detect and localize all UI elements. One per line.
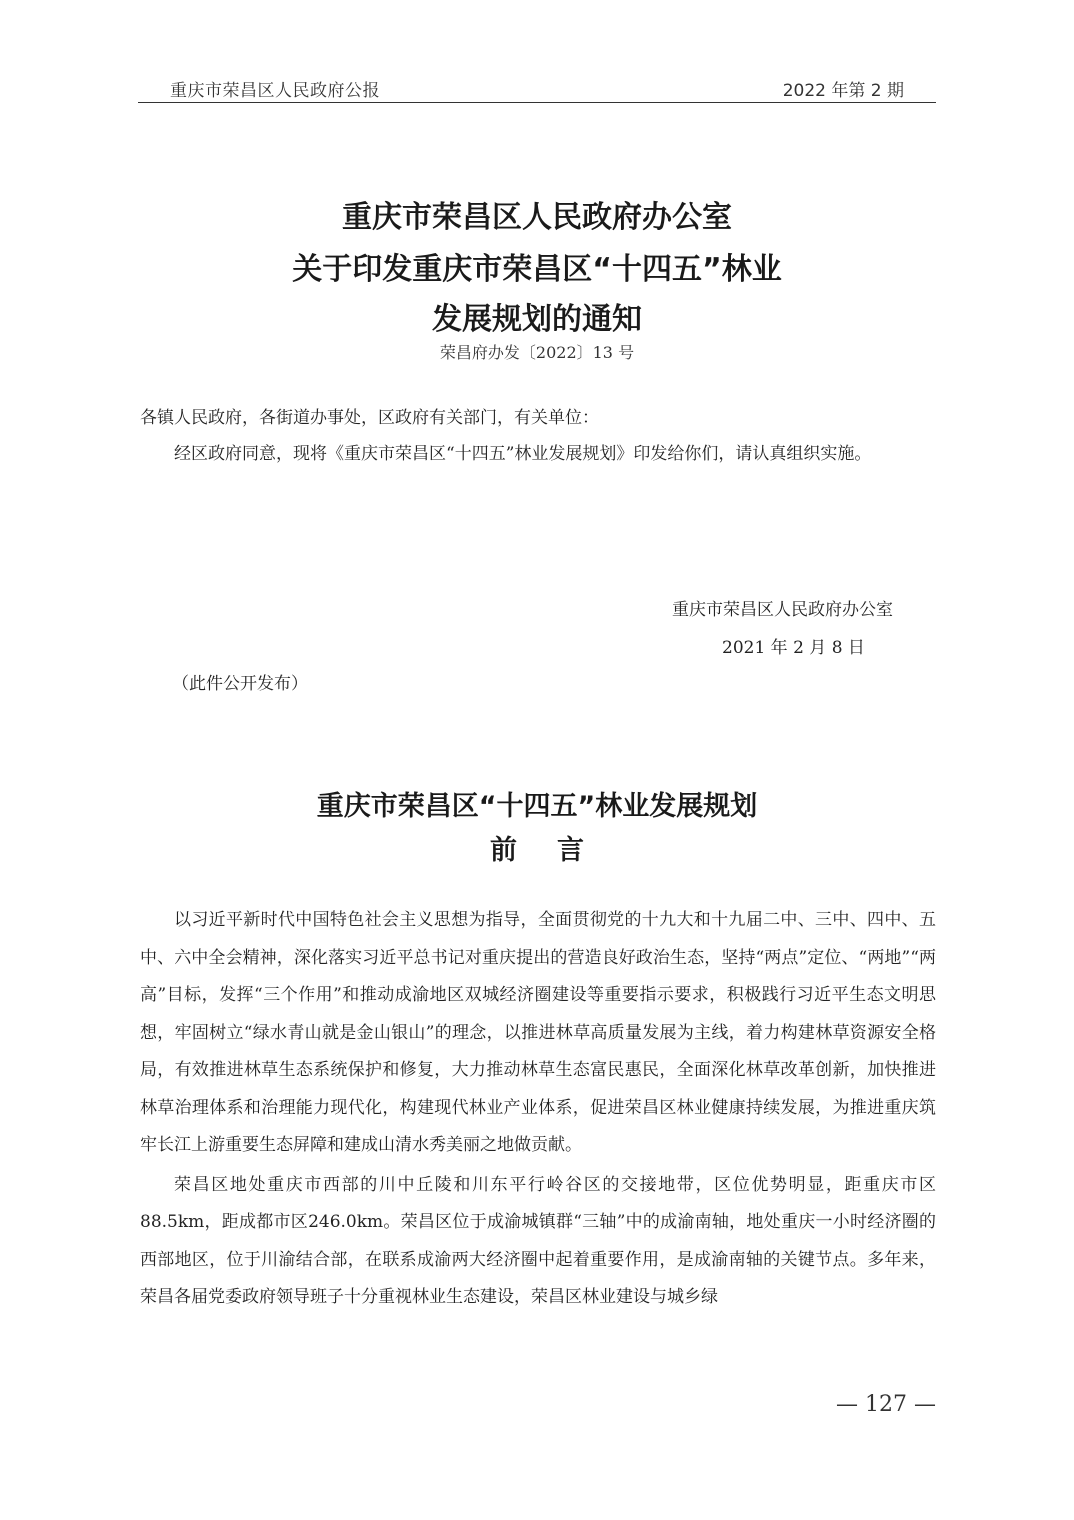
notice-title-line3: 发展规划的通知 — [432, 302, 642, 337]
publication-name: 重庆市荣昌区人民政府公报 — [170, 81, 380, 101]
page-number: — 127 — — [836, 1392, 936, 1417]
issue-number: 2022 年第 2 期 — [782, 81, 904, 101]
signature-date: 2021 年 2 月 8 日 — [722, 638, 865, 658]
notice-title-line2: 关于印发重庆市荣昌区“十四五”林业 — [292, 252, 782, 287]
signature-organization: 重庆市荣昌区人民政府办公室 — [672, 600, 893, 620]
public-release-note: （此件公开发布） — [172, 674, 308, 694]
preface-paragraph-1: 以习近平新时代中国特色社会主义思想为指导，全面贯彻党的十九大和十九届二中、三中、四中、五中、六中全会精神，深化落实习近平总书记对重庆提出的营造良好政治生态，坚持“两点”定位、“两地”“两高”目标，发挥“三个作用”和推动成渝地区双城经济圈建设等重要指示要求，积极践行习近平生态文明思想，牢固树立“绿水青山就是金山银山”的理念，以推进林草高质量发展为主线，着力构建林草资源安全格局，有效推进林草生态系统保护和修复，大力推动林草生态富民惠民，全面深化林草改革创新，加快推进林草治理体系和治理能力现代化，构建现代林业产业体系，促进荣昌区林业健康持续发展，为推进重庆筑牢长江上游重要生态屏障和建成山清水秀美丽之地做贡献。 — [140, 910, 936, 1155]
page-header — [138, 76, 936, 103]
plan-title: 重庆市荣昌区“十四五”林业发展规划 — [316, 791, 758, 822]
document-number: 荣昌府办发〔2022〕13 号 — [439, 343, 635, 362]
preface-body — [140, 902, 936, 1319]
preface-heading: 前言 — [490, 835, 624, 866]
preface-paragraph-2: 荣昌区地处重庆市西部的川中丘陵和川东平行岭谷区的交接地带，区位优势明显，距重庆市区88.5km，距成都市区246.0km。荣昌区位于成渝城镇群“三轴”中的成渝南轴，地处重庆一小时经济圈的西部地区，位于川渝结合部，在联系成渝两大经济圈中起着重要作用，是成渝南轴的关键节点。多年来，荣昌各届党委政府领导班子十分重视林业生态建设，荣昌区林业建设与城乡绿 — [140, 1174, 936, 1307]
notice-title-line1: 重庆市荣昌区人民政府办公室 — [342, 200, 732, 235]
notice-recipients: 各镇人民政府，各街道办事处，区政府有关部门，有关单位： — [140, 408, 599, 428]
notice-body: 经区政府同意，现将《重庆市荣昌区“十四五”林业发展规划》印发给你们，请认真组织实施。 — [174, 444, 872, 464]
